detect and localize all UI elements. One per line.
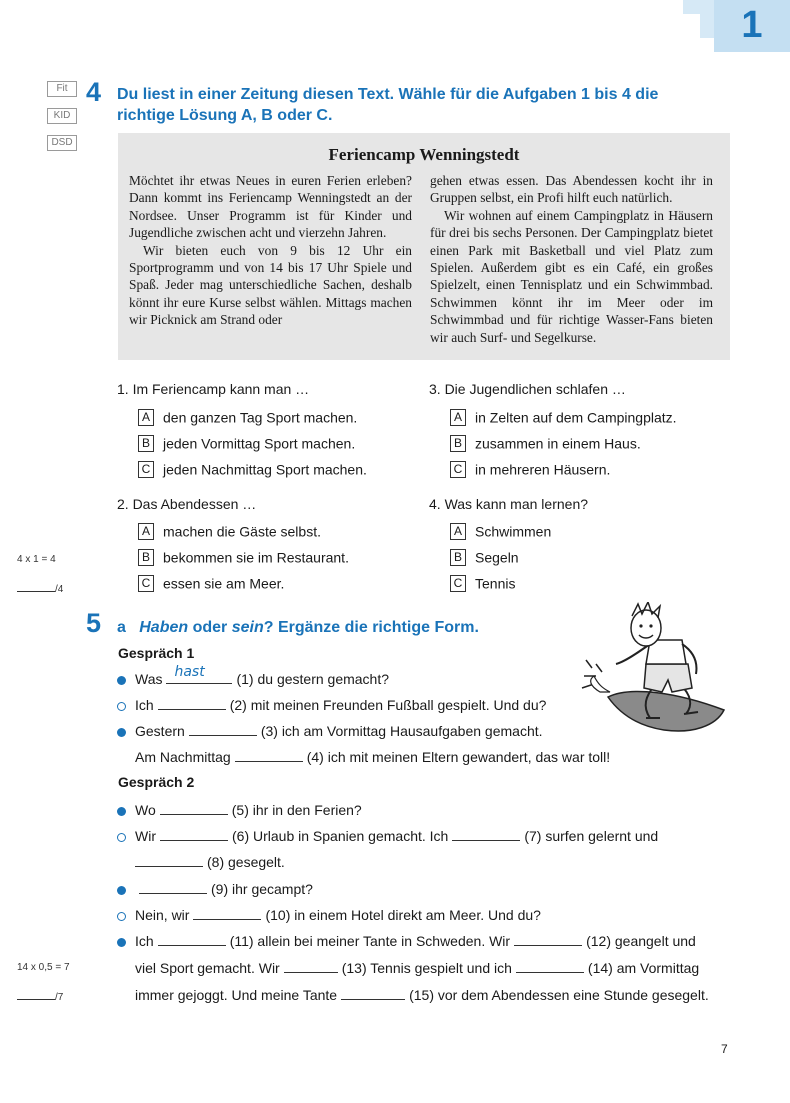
score-formula: 14 x 0,5 = 7 bbox=[17, 962, 70, 973]
answer-blank-6[interactable] bbox=[160, 826, 228, 841]
option-4b[interactable] bbox=[450, 547, 519, 565]
option-text: in Zelten auf dem Campingplatz. bbox=[475, 409, 677, 426]
score-total: /7 bbox=[55, 992, 64, 1003]
option-1b[interactable] bbox=[138, 433, 355, 451]
line-text: Ich bbox=[135, 697, 154, 713]
speaker-dot-filled bbox=[117, 676, 126, 685]
checkbox-a[interactable]: A bbox=[138, 523, 154, 540]
speaker-dot-open bbox=[117, 702, 126, 711]
question-2: 2. Das Abendessen … bbox=[117, 496, 257, 512]
chapter-number: 1 bbox=[741, 4, 763, 46]
line-text: (6) Urlaub in Spanien gemacht. Ich bbox=[232, 828, 449, 844]
line-text: Nein, wir bbox=[135, 907, 190, 923]
task-5-title bbox=[117, 617, 479, 638]
line-text: Am Nachmittag bbox=[135, 749, 231, 765]
checkbox-c[interactable]: C bbox=[138, 461, 154, 478]
option-text: bekommen sie im Restaurant. bbox=[163, 549, 349, 566]
task-number: 4 bbox=[86, 77, 102, 107]
dialog-line bbox=[135, 985, 709, 1003]
paragraph: Wir bieten euch von 9 bis 12 Uhr ein Sportprogramm und von 14 bis 17 Uhr Spiele und Spaß. Jeder mag unterschiedliche Sachen, deshalb könnt ihr eure Kurse selbst wählen. Mittags machen wir Picknick am Strand oder bbox=[129, 242, 412, 328]
dialog-line bbox=[117, 826, 658, 844]
checkbox-a[interactable]: A bbox=[138, 409, 154, 426]
title-haben: Haben bbox=[139, 619, 189, 636]
question-3: 3. Die Jugendlichen schlafen … bbox=[429, 381, 626, 397]
dialog-line bbox=[117, 800, 362, 818]
line-text: immer gejoggt. Und meine Tante bbox=[135, 987, 338, 1003]
line-text: (3) ich am Vormittag Hausaufgaben gemacht. bbox=[260, 723, 543, 739]
dialog-line bbox=[131, 852, 285, 870]
badge-dsd: DSD bbox=[47, 135, 77, 151]
instruction-line: richtige Lösung A, B oder C. bbox=[117, 107, 333, 124]
option-text: essen sie am Meer. bbox=[163, 575, 285, 592]
dialog-line bbox=[117, 905, 541, 923]
tab-decoration bbox=[700, 14, 714, 38]
answer-blank-10[interactable] bbox=[193, 905, 261, 920]
line-text: viel Sport gemacht. Wir bbox=[135, 960, 280, 976]
text-column-left bbox=[129, 172, 412, 329]
checkbox-c[interactable]: C bbox=[450, 575, 466, 592]
dialog-line bbox=[117, 664, 390, 687]
checkbox-c[interactable]: C bbox=[450, 461, 466, 478]
score-total: /4 bbox=[55, 584, 64, 595]
dialog-line bbox=[117, 695, 546, 713]
answer-blank-5[interactable] bbox=[160, 800, 228, 815]
answer-blank-12[interactable] bbox=[514, 931, 582, 946]
answer-blank-3[interactable] bbox=[189, 721, 257, 736]
line-text: (8) gesegelt. bbox=[207, 854, 285, 870]
option-4c[interactable] bbox=[450, 573, 515, 591]
option-text: den ganzen Tag Sport machen. bbox=[163, 409, 358, 426]
instruction-line: Du liest in einer Zeitung diesen Text. Wähle für die Aufgaben 1 bis 4 die bbox=[117, 86, 659, 103]
surfer-illustration bbox=[580, 602, 730, 742]
option-text: Schwimmen bbox=[475, 523, 552, 540]
option-text: Segeln bbox=[475, 549, 519, 566]
score-formula: 4 x 1 = 4 bbox=[17, 554, 56, 565]
option-text: in mehreren Häusern. bbox=[475, 461, 611, 478]
line-text: (12) geangelt und bbox=[586, 933, 696, 949]
answer-blank-13[interactable] bbox=[284, 958, 338, 973]
checkbox-b[interactable]: B bbox=[450, 549, 466, 566]
answer-blank-4[interactable] bbox=[235, 747, 303, 762]
reading-text-title: Feriencamp Wenningstedt bbox=[328, 145, 520, 164]
badge-kid: KID bbox=[47, 108, 77, 124]
paragraph: Möchtet ihr etwas Neues in euren Ferien erleben? Dann kommt ins Feriencamp Wenningstedt an der Nordsee. Unser Programm ist für Kinder und Jugendliche zwischen acht und vierzehn Jahren. bbox=[129, 173, 412, 241]
option-text: jeden Vormittag Sport machen. bbox=[163, 435, 356, 452]
question-1: 1. Im Feriencamp kann man … bbox=[117, 381, 310, 397]
option-4a[interactable] bbox=[450, 521, 551, 539]
answer-blank-15[interactable] bbox=[341, 985, 405, 1000]
checkbox-a[interactable]: A bbox=[450, 523, 466, 540]
paragraph: Wir wohnen auf einem Campingplatz in Häusern für drei bis sechs Personen. Der Campingplatz bietet einen Park mit Basketball und viel Platz zum Spielen. Außerdem gibt es ein Café, ein großes Spielzelt, einen Tennisplatz und ein Schwimmbad. Schwimmen könnt ihr im Meer oder im Schwimmbad und für richtige Wasser-Fans bieten wir auch Surf- und Segelkurse. bbox=[430, 207, 713, 345]
speaker-dot-filled bbox=[117, 886, 126, 895]
checkbox-a[interactable]: A bbox=[450, 409, 466, 426]
answer-blank-11[interactable] bbox=[158, 931, 226, 946]
line-text: (15) vor dem Abendessen eine Stunde gesegelt. bbox=[409, 987, 709, 1003]
dialog-line bbox=[135, 958, 699, 976]
score-field[interactable] bbox=[17, 989, 63, 1003]
checkbox-c[interactable]: C bbox=[138, 575, 154, 592]
dialog-line bbox=[135, 747, 610, 765]
task-instruction bbox=[117, 84, 658, 126]
line-text: (14) am Vormittag bbox=[587, 960, 700, 976]
question-4: 4. Was kann man lernen? bbox=[429, 496, 589, 512]
option-1a[interactable] bbox=[138, 407, 357, 425]
option-2a[interactable] bbox=[138, 521, 321, 539]
speaker-dot-open bbox=[117, 833, 126, 842]
badge-fit: Fit bbox=[47, 81, 77, 97]
title-text: oder bbox=[188, 619, 232, 636]
option-text: Tennis bbox=[475, 575, 516, 592]
line-text: (5) ihr in den Ferien? bbox=[231, 802, 362, 818]
line-text: (11) allein bei meiner Tante in Schweden. Wir bbox=[229, 933, 511, 949]
line-text: (2) mit meinen Freunden Fußball gespielt. Und du? bbox=[229, 697, 547, 713]
line-text: Was bbox=[135, 671, 163, 687]
line-text: (4) ich mit meinen Eltern gewandert, das war toll! bbox=[306, 749, 611, 765]
line-text: (10) in einem Hotel direkt am Meer. Und du? bbox=[265, 907, 541, 923]
line-text: (9) ihr gecampt? bbox=[211, 881, 313, 897]
option-3a[interactable] bbox=[450, 407, 677, 425]
dialog-1-heading: Gespräch 1 bbox=[118, 645, 195, 661]
option-1c[interactable] bbox=[138, 459, 367, 477]
example-answer: hast bbox=[174, 664, 205, 680]
answer-blank-9[interactable] bbox=[139, 879, 207, 894]
title-text: ? Ergänze die richtige Form. bbox=[263, 619, 479, 636]
speaker-dot-filled bbox=[117, 728, 126, 737]
speaker-dot-filled bbox=[117, 938, 126, 947]
answer-blank-2[interactable] bbox=[158, 695, 226, 710]
answer-blank-8[interactable] bbox=[135, 852, 203, 867]
option-text: jeden Nachmittag Sport machen. bbox=[163, 461, 367, 478]
dialog-line bbox=[117, 721, 543, 739]
answer-blank-14[interactable] bbox=[516, 958, 584, 973]
checkbox-b[interactable]: B bbox=[138, 435, 154, 452]
line-text: (13) Tennis gespielt und ich bbox=[341, 960, 512, 976]
dialog-2-heading: Gespräch 2 bbox=[118, 774, 195, 790]
score-field[interactable] bbox=[17, 581, 63, 595]
paragraph: gehen etwas essen. Das Abendessen kocht ihr in Gruppen selbst, ein Profi hilft euch natürlich. bbox=[430, 173, 713, 206]
line-text: Wir bbox=[135, 828, 156, 844]
line-text: Wo bbox=[135, 802, 156, 818]
line-text: (7) surfen gelernt und bbox=[524, 828, 659, 844]
speaker-dot-open bbox=[117, 912, 126, 921]
line-text: Ich bbox=[135, 933, 154, 949]
speaker-dot-filled bbox=[117, 807, 126, 816]
option-text: machen die Gäste selbst. bbox=[163, 523, 321, 540]
answer-blank-7[interactable] bbox=[452, 826, 520, 841]
task-number: 5 bbox=[86, 608, 102, 638]
checkbox-b[interactable]: B bbox=[138, 549, 154, 566]
option-text: zusammen in einem Haus. bbox=[475, 435, 641, 452]
sub-letter: a bbox=[117, 619, 126, 636]
option-3b[interactable] bbox=[450, 433, 641, 451]
option-3c[interactable] bbox=[450, 459, 610, 477]
option-2b[interactable] bbox=[138, 547, 349, 565]
option-2c[interactable] bbox=[138, 573, 284, 591]
text-column-right bbox=[430, 172, 713, 346]
line-text: (1) du gestern gemacht? bbox=[236, 671, 390, 687]
dialog-line bbox=[117, 879, 313, 897]
answer-blank-1[interactable] bbox=[166, 664, 232, 684]
line-text: Gestern bbox=[135, 723, 185, 739]
dialog-line bbox=[117, 931, 696, 949]
checkbox-b[interactable]: B bbox=[450, 435, 466, 452]
title-sein: sein bbox=[231, 619, 264, 636]
page-number: 7 bbox=[721, 1042, 728, 1056]
